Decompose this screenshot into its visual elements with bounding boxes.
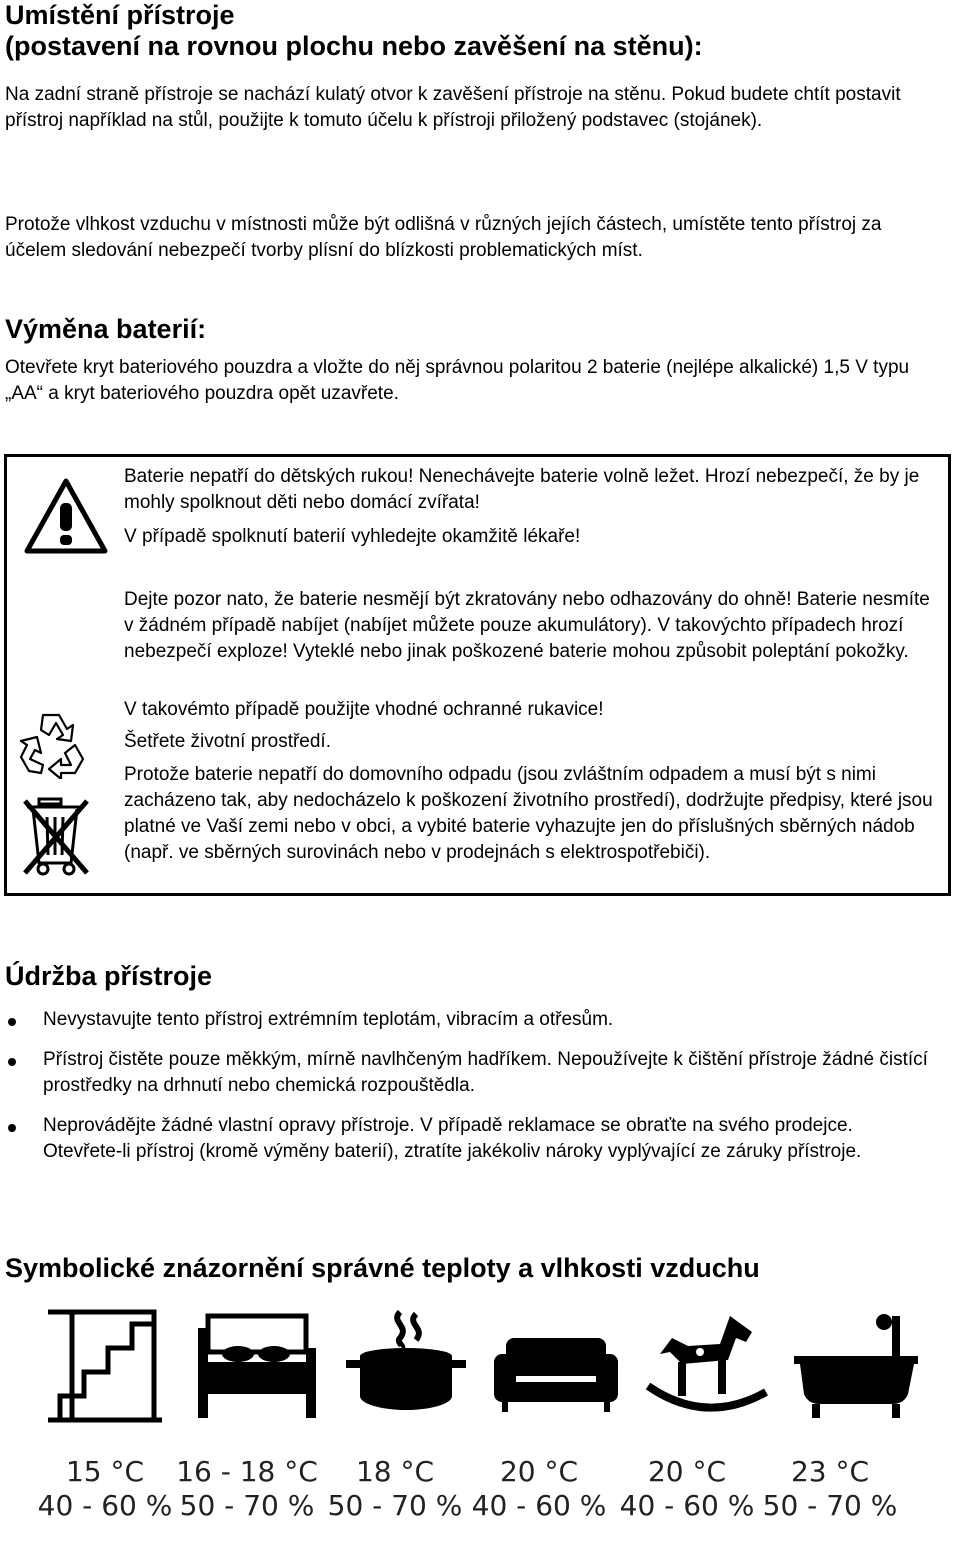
humidity: 40 - 60 % xyxy=(619,1489,755,1522)
disposal-instructions: Protože baterie nepatří do domovního odpadu (jsou zvláštním odpadem a musí být s nimi zacházeno tak, aby nedocházelo k poškození životního prostředí), dodržujte předpisy, které jsou platné ve Vaší zemi nebo v obci, a vybité baterie vyhazujte jen do příslušných sběrných nádob (např. ve sběrných surovinách nebo v prodejnách s elektrospotřebiči). xyxy=(124,764,933,863)
section-title-battery: Výměna baterií: xyxy=(5,314,207,344)
room-climate-2 xyxy=(172,1455,322,1523)
recycle-icon xyxy=(13,709,89,779)
section-title-symbols: Symbolické znázornění správné teploty a vlhkosti vzduchu xyxy=(5,1253,760,1283)
environment-note: Šetřete životní prostředí. xyxy=(124,731,331,752)
bathtub-icon xyxy=(792,1308,922,1424)
warning-short-circuit: Dejte pozor nato, že baterie nesmějí být zkratovány nebo odhazovány do ohně! Baterie nesmíte v žádném případě nabíjet (nabíjet můžete pouze akumulátory). V takovýchto případech hrozí nebezpečí exploze! Vyteklé nebo jinak poškozené baterie mohou způsobit poleptání pokožky. xyxy=(124,589,930,662)
rocking-horse-icon xyxy=(642,1308,772,1424)
humidity: 50 - 70 % xyxy=(327,1489,463,1522)
list-item xyxy=(5,1007,935,1033)
list-item-text: Přístroj čistěte pouze měkkým, mírně navlhčeným hadříkem. Nepoužívejte k čištění přístroje žádné čistící prostředky na drhnutí nebo chemická rozpouštědla. xyxy=(43,1049,928,1096)
room-climate-5 xyxy=(612,1455,762,1523)
temperature: 15 °C xyxy=(65,1455,145,1488)
maintenance-list xyxy=(5,1007,935,1165)
list-item-text: Neprovádějte žádné vlastní opravy přístroje. V případě reklamace se obraťte na svého prodejce. Otevřete-li přístroj (kromě výměny baterií), ztratíte jakékoliv nároky vyplývající ze záruky přístroje. xyxy=(43,1115,862,1162)
list-item xyxy=(5,1047,935,1099)
humidity: 40 - 60 % xyxy=(37,1489,173,1522)
humidity-paragraph: Protože vlhkost vzduchu v místnosti může být odlišná v různých jejích částech, umístěte tento přístroj za účelem sledování nebezpečí tvorby plísní do blízkosti problematických míst. xyxy=(5,214,882,261)
list-item xyxy=(5,1113,935,1165)
bullet-icon xyxy=(8,1018,16,1026)
sofa-icon xyxy=(492,1308,622,1424)
room-climate-4 xyxy=(464,1455,614,1523)
warning-swallow: V případě spolknutí baterií vyhledejte okamžitě lékaře! xyxy=(124,526,581,547)
humidity: 50 - 70 % xyxy=(179,1489,315,1522)
crossed-bin-icon xyxy=(21,793,93,877)
temperature: 20 °C xyxy=(647,1455,727,1488)
battery-paragraph: Otevřete kryt bateriového pouzdra a vložte do něj správnou polaritou 2 baterie (nejlépe alkalické) 1,5 V typu „AA“ a kryt bateriového pouzdra opět uzavřete. xyxy=(5,357,910,404)
temperature: 20 °C xyxy=(499,1455,579,1488)
temperature: 18 °C xyxy=(355,1455,435,1488)
placement-paragraph: Na zadní straně přístroje se nachází kulatý otvor k zavěšení přístroje na stěnu. Pokud budete chtít postavit přístroj například na stůl, použijte k tomuto účelu k přístroji přiložený podstavec (stojánek). xyxy=(5,84,901,131)
room-climate-3 xyxy=(320,1455,470,1523)
warning-gloves: V takovémto případě použijte vhodné ochranné rukavice! xyxy=(124,699,604,720)
room-climate-6 xyxy=(755,1455,905,1523)
humidity: 50 - 70 % xyxy=(762,1489,898,1522)
list-item-text: Nevystavujte tento přístroj extrémním teplotám, vibracím a otřesům. xyxy=(43,1009,614,1030)
room-symbols-row xyxy=(42,1308,922,1424)
bullet-icon xyxy=(8,1124,16,1132)
bullet-icon xyxy=(8,1058,16,1066)
title-line-2: (postavení na rovnou plochu nebo zavěšení na stěnu): xyxy=(5,31,703,61)
room-climate-1 xyxy=(30,1455,180,1523)
bed-icon xyxy=(192,1308,322,1424)
temperature: 23 °C xyxy=(790,1455,870,1488)
title-line-1: Umístění přístroje xyxy=(5,0,235,30)
section-title-placement xyxy=(5,0,945,62)
battery-warning-box xyxy=(4,454,951,896)
staircase-icon xyxy=(42,1308,172,1424)
section-title-maintenance: Údržba přístroje xyxy=(5,961,213,991)
humidity: 40 - 60 % xyxy=(471,1489,607,1522)
warning-triangle-icon xyxy=(23,477,109,555)
temperature: 16 - 18 °C xyxy=(176,1455,318,1488)
warning-children: Baterie nepatří do dětských rukou! Nenechávejte baterie volně ležet. Hrozí nebezpečí, že by je mohly spolknout děti nebo domácí zvířata! xyxy=(124,466,920,513)
cooking-pot-icon xyxy=(342,1308,472,1424)
